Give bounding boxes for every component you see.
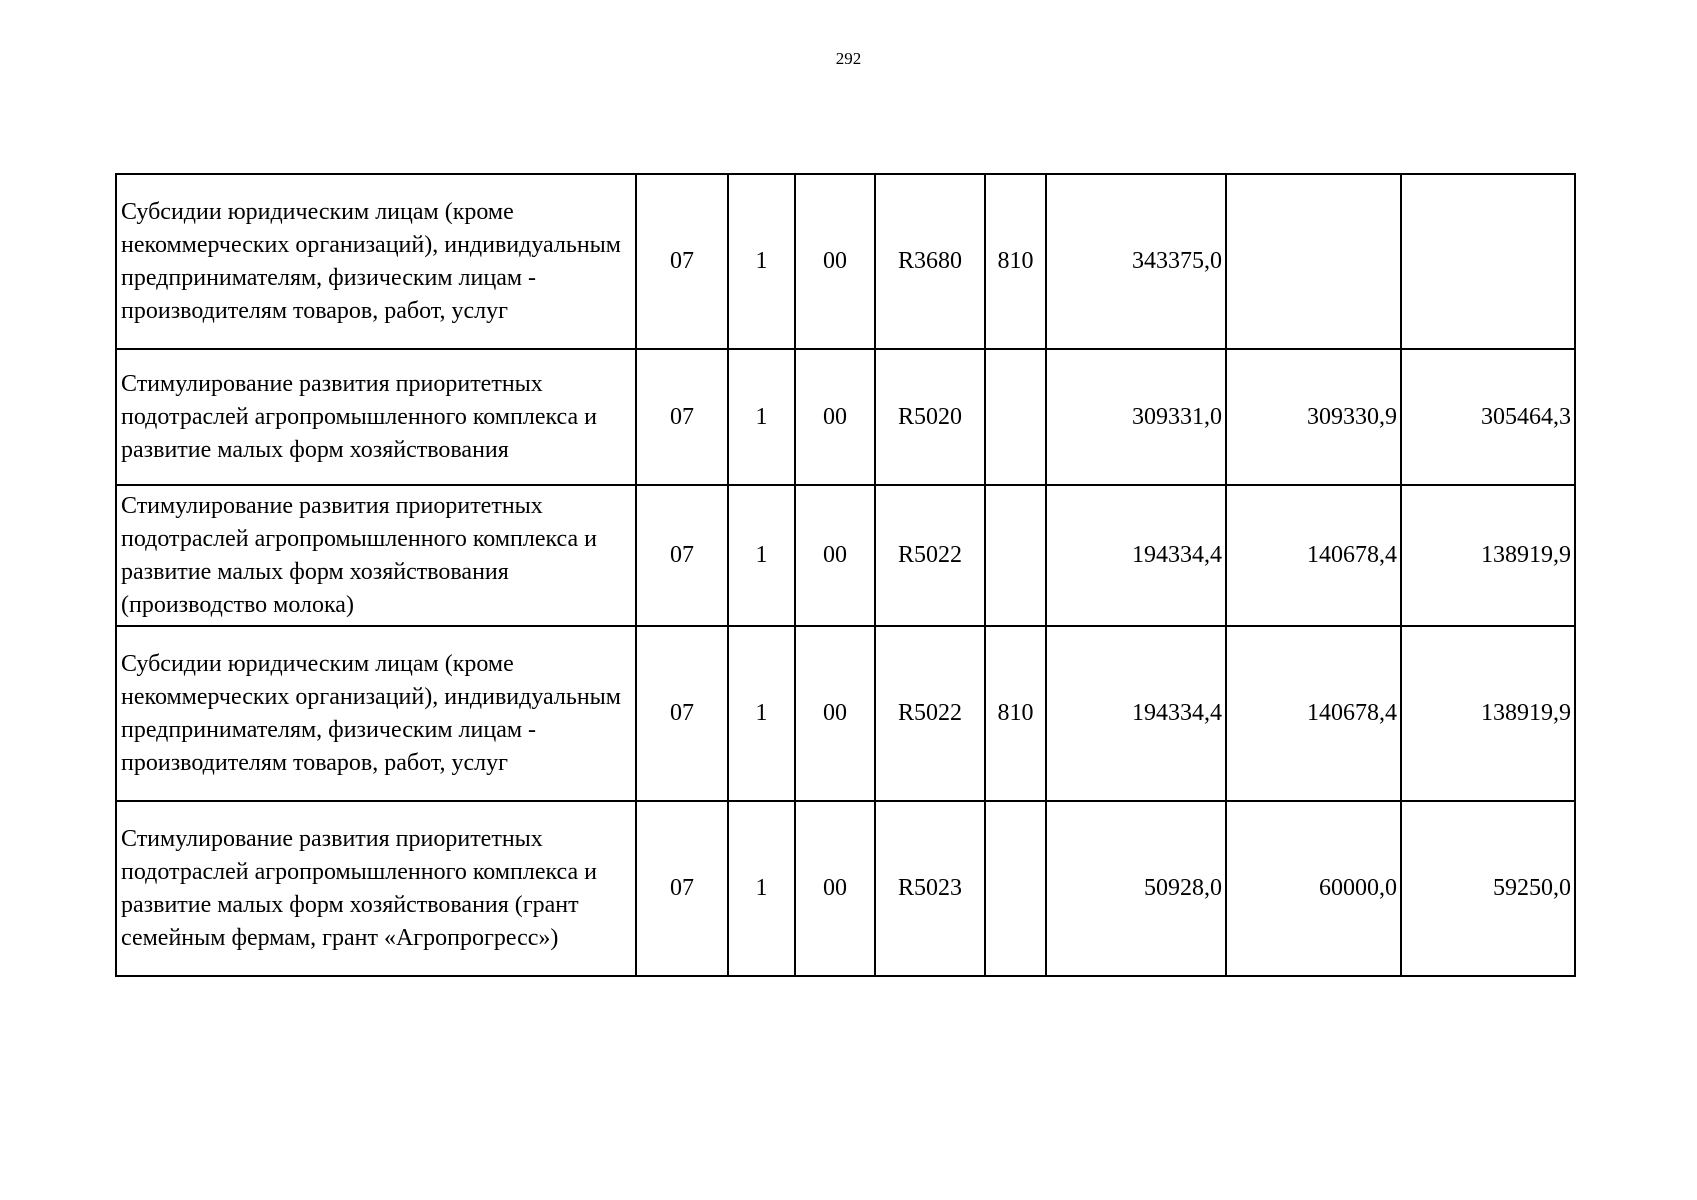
amount-3: 138919,9: [1401, 626, 1575, 801]
row-description: Стимулирование развития приоритетных подотраслей агропромышленного комплекса и развитие малых форм хозяйствования (грант семейным фермам, грант «Агропрогресс»): [116, 801, 636, 976]
table-row: [116, 174, 1575, 349]
subprogram-code: 00: [795, 174, 875, 349]
table-row: [116, 485, 1575, 626]
expense-type-code: 810: [985, 174, 1046, 349]
program-code: 1: [728, 174, 795, 349]
row-description: Стимулирование развития приоритетных подотраслей агропромышленного комплекса и развитие малых форм хозяйствования: [116, 349, 636, 485]
amount-2: [1226, 174, 1401, 349]
target-article-code: R5023: [875, 801, 985, 976]
target-article-code: R5022: [875, 485, 985, 626]
section-code: 07: [636, 801, 728, 976]
page-number: 292: [835, 49, 862, 68]
program-code: 1: [728, 485, 795, 626]
amount-2: 60000,0: [1226, 801, 1401, 976]
amount-1: 309331,0: [1046, 349, 1226, 485]
target-article-code: R5022: [875, 626, 985, 801]
target-article-code: R5020: [875, 349, 985, 485]
subprogram-code: 00: [795, 485, 875, 626]
expense-type-code: [985, 801, 1046, 976]
amount-1: 194334,4: [1046, 485, 1226, 626]
table-row: [116, 801, 1575, 976]
table-row: [116, 349, 1575, 485]
row-description: Стимулирование развития приоритетных подотраслей агропромышленного комплекса и развитие малых форм хозяйствования (производство молока): [116, 485, 636, 626]
expense-type-code: [985, 349, 1046, 485]
section-code: 07: [636, 349, 728, 485]
amount-1: 194334,4: [1046, 626, 1226, 801]
row-description: Субсидии юридическим лицам (кроме некоммерческих организаций), индивидуальным предпринимателям, физическим лицам - производителям товаров, работ, услуг: [116, 174, 636, 349]
target-article-code: R3680: [875, 174, 985, 349]
amount-2: 140678,4: [1226, 485, 1401, 626]
amount-2: 309330,9: [1226, 349, 1401, 485]
expense-type-code: 810: [985, 626, 1046, 801]
row-description: Субсидии юридическим лицам (кроме некоммерческих организаций), индивидуальным предпринимателям, физическим лицам - производителям товаров, работ, услуг: [116, 626, 636, 801]
amount-1: 343375,0: [1046, 174, 1226, 349]
subprogram-code: 00: [795, 349, 875, 485]
section-code: 07: [636, 626, 728, 801]
amount-1: 50928,0: [1046, 801, 1226, 976]
amount-3: 138919,9: [1401, 485, 1575, 626]
subprogram-code: 00: [795, 801, 875, 976]
section-code: 07: [636, 174, 728, 349]
amount-3: [1401, 174, 1575, 349]
program-code: 1: [728, 801, 795, 976]
program-code: 1: [728, 349, 795, 485]
subprogram-code: 00: [795, 626, 875, 801]
table-row: [116, 626, 1575, 801]
amount-3: 59250,0: [1401, 801, 1575, 976]
amount-2: 140678,4: [1226, 626, 1401, 801]
section-code: 07: [636, 485, 728, 626]
expense-type-code: [985, 485, 1046, 626]
budget-table: [115, 173, 1576, 977]
program-code: 1: [728, 626, 795, 801]
amount-3: 305464,3: [1401, 349, 1575, 485]
